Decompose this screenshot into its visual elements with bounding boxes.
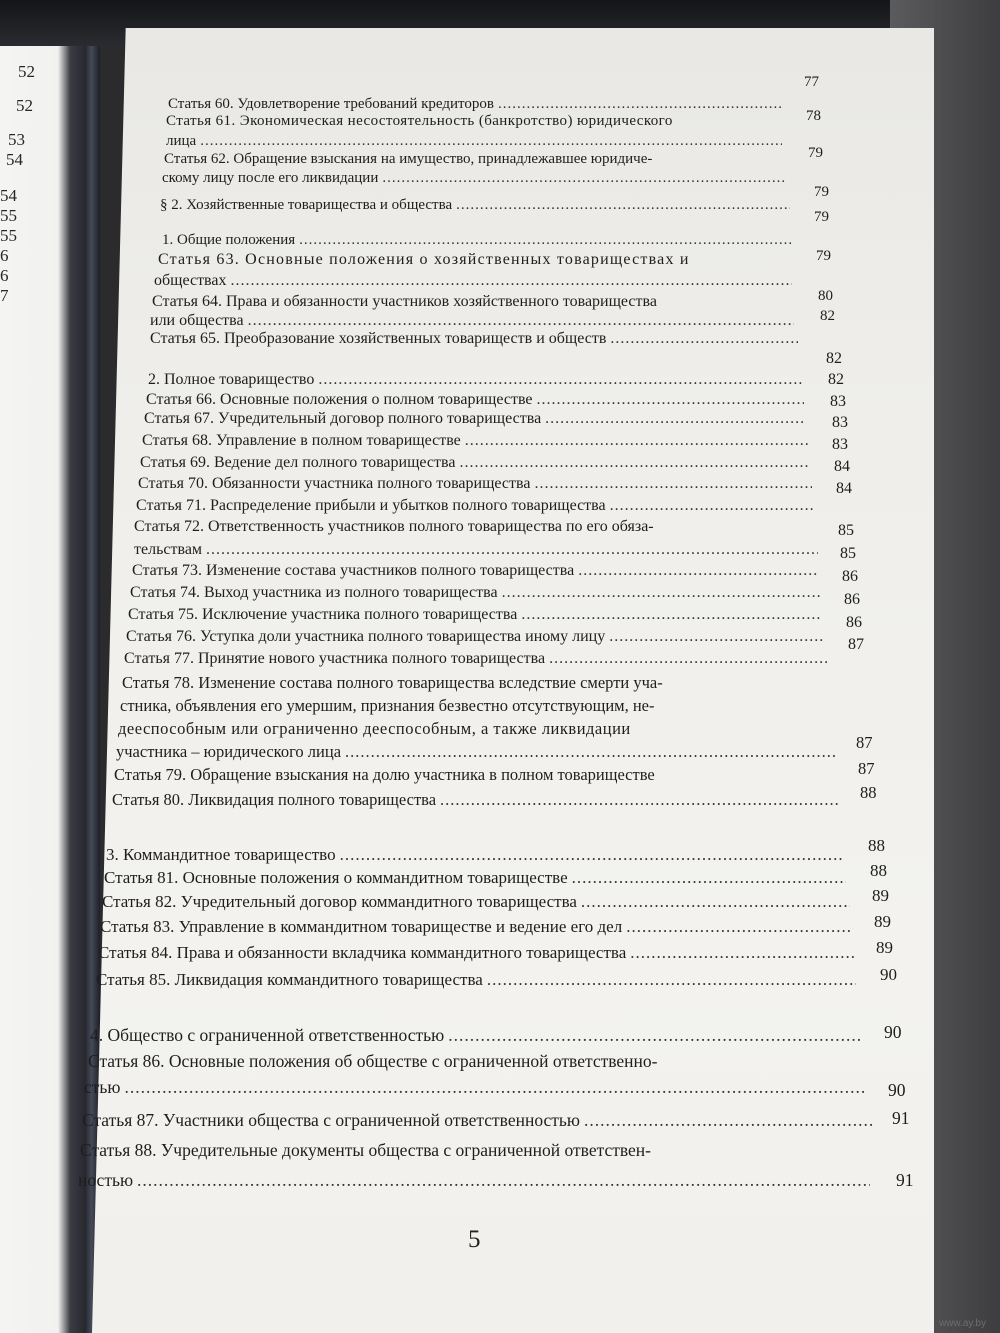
leader-dots: [610, 497, 814, 515]
page-number: 5: [468, 1226, 481, 1253]
toc-entry-continuation: тельствам: [134, 541, 203, 558]
toc-entry-continuation: обществах: [154, 272, 227, 289]
toc-page-number: 84: [836, 480, 852, 497]
toc-subsection-title: 1. Общие положения: [162, 232, 296, 248]
toc-entry-title: Статья 79. Обращение взыскания на долю участника в полном товариществе: [114, 765, 655, 784]
toc-subsection: [162, 232, 796, 249]
toc-page-number: 77: [804, 74, 819, 90]
leader-dots: [534, 475, 812, 493]
toc-page-number: 88: [860, 783, 877, 802]
toc-page-number: 79: [808, 145, 823, 161]
toc-page-number: 79: [814, 184, 829, 200]
toc-entry-title: Статья 75. Исключение участника полного товарищества: [128, 606, 518, 623]
leader-dots: [200, 133, 782, 150]
toc-entry: [112, 790, 842, 810]
prev-page-number: 53: [8, 130, 25, 149]
toc-entry-title: Статья 71. Распределение прибыли и убытков полного товарищества: [136, 497, 606, 514]
toc-entry-title: Статья 63. Основные положения о хозяйственных товариществах и: [158, 251, 690, 268]
toc-entry-title: Статья 64. Права и обязанности участников хозяйственного товарищества: [152, 293, 657, 310]
toc-entry-title: Статья 82. Учредительный договор коммандитного товарищества: [102, 892, 577, 911]
toc-entry: [78, 1170, 874, 1191]
toc-entry-title: Статья 60. Удовлетворение требований кредиторов: [168, 96, 494, 112]
toc-entry: [134, 541, 822, 559]
watermark: www.ay.by: [938, 1318, 986, 1329]
toc-page-number: 80: [818, 288, 833, 304]
toc-entry-continuation: лица: [166, 133, 197, 149]
leader-dots: [448, 1025, 862, 1046]
toc-entry: [102, 892, 854, 912]
toc-entry: [126, 628, 828, 646]
toc-page-number: 89: [874, 912, 891, 931]
toc-page-number: 86: [844, 591, 860, 608]
prev-page-number: 52: [16, 96, 33, 115]
leader-dots: [537, 391, 804, 409]
toc-entry-title: Статья 66. Основные положения о полном товариществе: [146, 391, 533, 408]
leader-dots: [137, 1170, 870, 1191]
toc-entry: [84, 1077, 870, 1098]
toc-page-number: 91: [896, 1170, 914, 1190]
toc-page-number: 79: [814, 209, 829, 225]
toc-subsection-title: 4. Общество с ограниченной ответственностью: [90, 1025, 445, 1045]
toc-page-number: 83: [830, 393, 846, 410]
toc-entry-continuation: стника, объявления его умершим, признания безвестно отсутствующим, не-: [120, 696, 655, 715]
toc-page-number: 88: [870, 861, 887, 880]
toc-subsection: [90, 1025, 866, 1046]
toc-entry-continuation: ностью: [78, 1170, 134, 1190]
toc-entry-title: Статья 74. Выход участника из полного товарищества: [130, 584, 498, 601]
toc-subsection-title: 2. Полное товарищество: [148, 371, 315, 388]
toc-entry: [98, 943, 858, 963]
leader-dots: [345, 742, 836, 762]
toc-entry-title: Статья 78. Изменение состава полного товарищества вследствие смерти уча-: [122, 673, 663, 692]
leader-dots: [572, 868, 846, 888]
toc-entry-title: Статья 67. Учредительный договор полного товарищества: [144, 410, 542, 427]
toc-entry-title: Статья 81. Основные положения о коммандитном товариществе: [104, 868, 568, 887]
toc-entry-title: Статья 88. Учредительные документы общества с ограниченной ответствен-: [80, 1140, 651, 1160]
toc-page-number: 85: [840, 545, 856, 562]
toc-entry-title: Статья 62. Обращение взыскания на имущество, принадлежавшее юридиче-: [164, 151, 653, 167]
prev-page-number: 6: [0, 246, 9, 265]
toc-entry: [142, 432, 812, 450]
toc-page-number: 84: [834, 458, 850, 475]
leader-dots: [465, 432, 808, 450]
toc-entry: [82, 1110, 876, 1131]
leader-dots: [318, 371, 802, 389]
toc-page-number: 83: [832, 414, 848, 431]
toc-entry-continuation: или общества: [150, 312, 244, 329]
toc-entry-title: Статья 83. Управление в коммандитном товариществе и ведение его дел: [100, 917, 623, 936]
toc-page-number: 82: [820, 308, 835, 324]
toc-entry-continuation: дееспособным или ограниченно дееспособным, а также ликвидации: [118, 719, 631, 738]
toc-entry-title: Статья 85. Ликвидация коммандитного товарищества: [96, 970, 483, 989]
leader-dots: [630, 943, 854, 963]
toc-entry: [128, 606, 826, 624]
leader-dots: [545, 410, 806, 428]
toc-entry: [116, 742, 840, 762]
toc-page-number: 87: [858, 759, 875, 778]
leader-dots: [459, 454, 810, 472]
toc-page-number: 83: [832, 436, 848, 453]
toc-page-number: 90: [880, 965, 897, 984]
toc-entry-continuation: стью: [84, 1077, 121, 1097]
leader-dots: [231, 272, 793, 290]
toc-entry: [162, 170, 790, 187]
toc-page-number: 78: [806, 108, 821, 124]
leader-dots: [299, 232, 792, 249]
leader-dots: [549, 650, 828, 668]
toc-entry-title: Статья 65. Преобразование хозяйственных товариществ и обществ: [150, 330, 607, 347]
leader-dots: [124, 1077, 866, 1098]
leader-dots: [248, 312, 794, 330]
toc-section-title: § 2. Хозяйственные товарищества и общества: [160, 197, 453, 213]
toc-entry-continuation: скому лицу после его ликвидации: [162, 170, 379, 186]
toc-entry: [130, 584, 824, 602]
toc-entry: [100, 917, 856, 937]
toc-page-number: 82: [826, 350, 842, 367]
toc-entry-title: Статья 69. Ведение дел полного товарищества: [140, 454, 456, 471]
toc-entry-title: Статья 61. Экономическая несостоятельность (банкротство) юридического: [166, 113, 673, 129]
toc-page-number: 91: [892, 1108, 910, 1128]
toc-entry-title: Статья 72. Ответственность участников полного товарищества по его обяза-: [134, 518, 654, 535]
toc-entry: [166, 133, 786, 150]
toc-page-number: 88: [868, 836, 885, 855]
toc-entry-title: Статья 70. Обязанности участника полного товарищества: [138, 475, 531, 492]
toc-entry: [114, 765, 842, 785]
toc-entry: [132, 562, 822, 580]
toc-page-number: 89: [876, 938, 893, 957]
leader-dots: [498, 96, 784, 113]
leader-dots: [626, 917, 852, 937]
toc-entry: [104, 868, 850, 888]
toc-section: [160, 197, 794, 214]
toc-entry-continuation: участника – юридического лица: [116, 742, 342, 761]
leader-dots: [578, 562, 818, 580]
leader-dots: [456, 197, 790, 214]
toc-entry: [136, 497, 818, 515]
prev-page-number: 54: [0, 186, 17, 205]
toc-page-number: 82: [828, 371, 844, 388]
prev-page-number: 52: [18, 62, 35, 81]
prev-page-number: 7: [0, 286, 9, 305]
toc-entry-title: Статья 84. Права и обязанности вкладчика коммандитного товарищества: [98, 943, 627, 962]
toc-entry-title: Статья 80. Ликвидация полного товарищества: [112, 790, 437, 809]
toc-page-number: 86: [846, 614, 862, 631]
toc-entry-title: Статья 87. Участники общества с ограниченной ответственностью: [82, 1110, 580, 1130]
toc-entry: [150, 312, 798, 330]
leader-dots: [340, 845, 844, 865]
toc-entry-title: Статья 86. Основные положения об обществе с ограниченной ответственно-: [88, 1051, 658, 1071]
toc-page-number: 87: [848, 636, 864, 653]
toc-entry: [146, 391, 808, 409]
toc-entry-title: Статья 77. Принятие нового участника полного товарищества: [124, 650, 546, 667]
toc-entry: [140, 454, 814, 472]
toc-entry: [144, 410, 810, 428]
prev-page-number: 6: [0, 266, 9, 285]
toc-page-number: 90: [884, 1022, 902, 1042]
toc-entry-title: Статья 76. Уступка доли участника полного товарищества иному лицу: [126, 628, 606, 645]
toc-entry: [138, 475, 816, 493]
leader-dots: [581, 892, 850, 912]
prev-page-number: 55: [0, 226, 17, 245]
prev-page-number: 55: [0, 206, 17, 225]
toc-subsection: [148, 371, 806, 389]
prev-page-number: 54: [6, 150, 23, 169]
toc-page-number: 86: [842, 568, 858, 585]
leader-dots: [487, 970, 856, 990]
toc-page-number: 85: [838, 522, 854, 539]
leader-dots: [609, 628, 824, 646]
toc-page-number: 90: [888, 1080, 906, 1100]
leader-dots: [502, 584, 820, 602]
leader-dots: [440, 790, 838, 810]
toc-entry: [96, 970, 860, 990]
toc-entry-title: Статья 73. Изменение состава участников полного товарищества: [132, 562, 575, 579]
toc-subsection-title: 3. Коммандитное товарищество: [106, 845, 336, 864]
toc-entry: [168, 96, 788, 113]
leader-dots: [584, 1110, 872, 1131]
leader-dots: [521, 606, 822, 624]
toc-page-number: 79: [816, 248, 831, 264]
toc-subsection: [106, 845, 848, 865]
toc-entry: [124, 650, 832, 668]
toc-page-number: 89: [872, 886, 889, 905]
toc-page-number: 87: [856, 733, 873, 752]
leader-dots: [382, 170, 786, 187]
toc-entry-title: Статья 68. Управление в полном товариществе: [142, 432, 461, 449]
leader-dots: [206, 541, 818, 559]
toc-entry: [154, 272, 796, 290]
leader-dots: [610, 330, 798, 348]
toc-entry: [150, 330, 802, 348]
